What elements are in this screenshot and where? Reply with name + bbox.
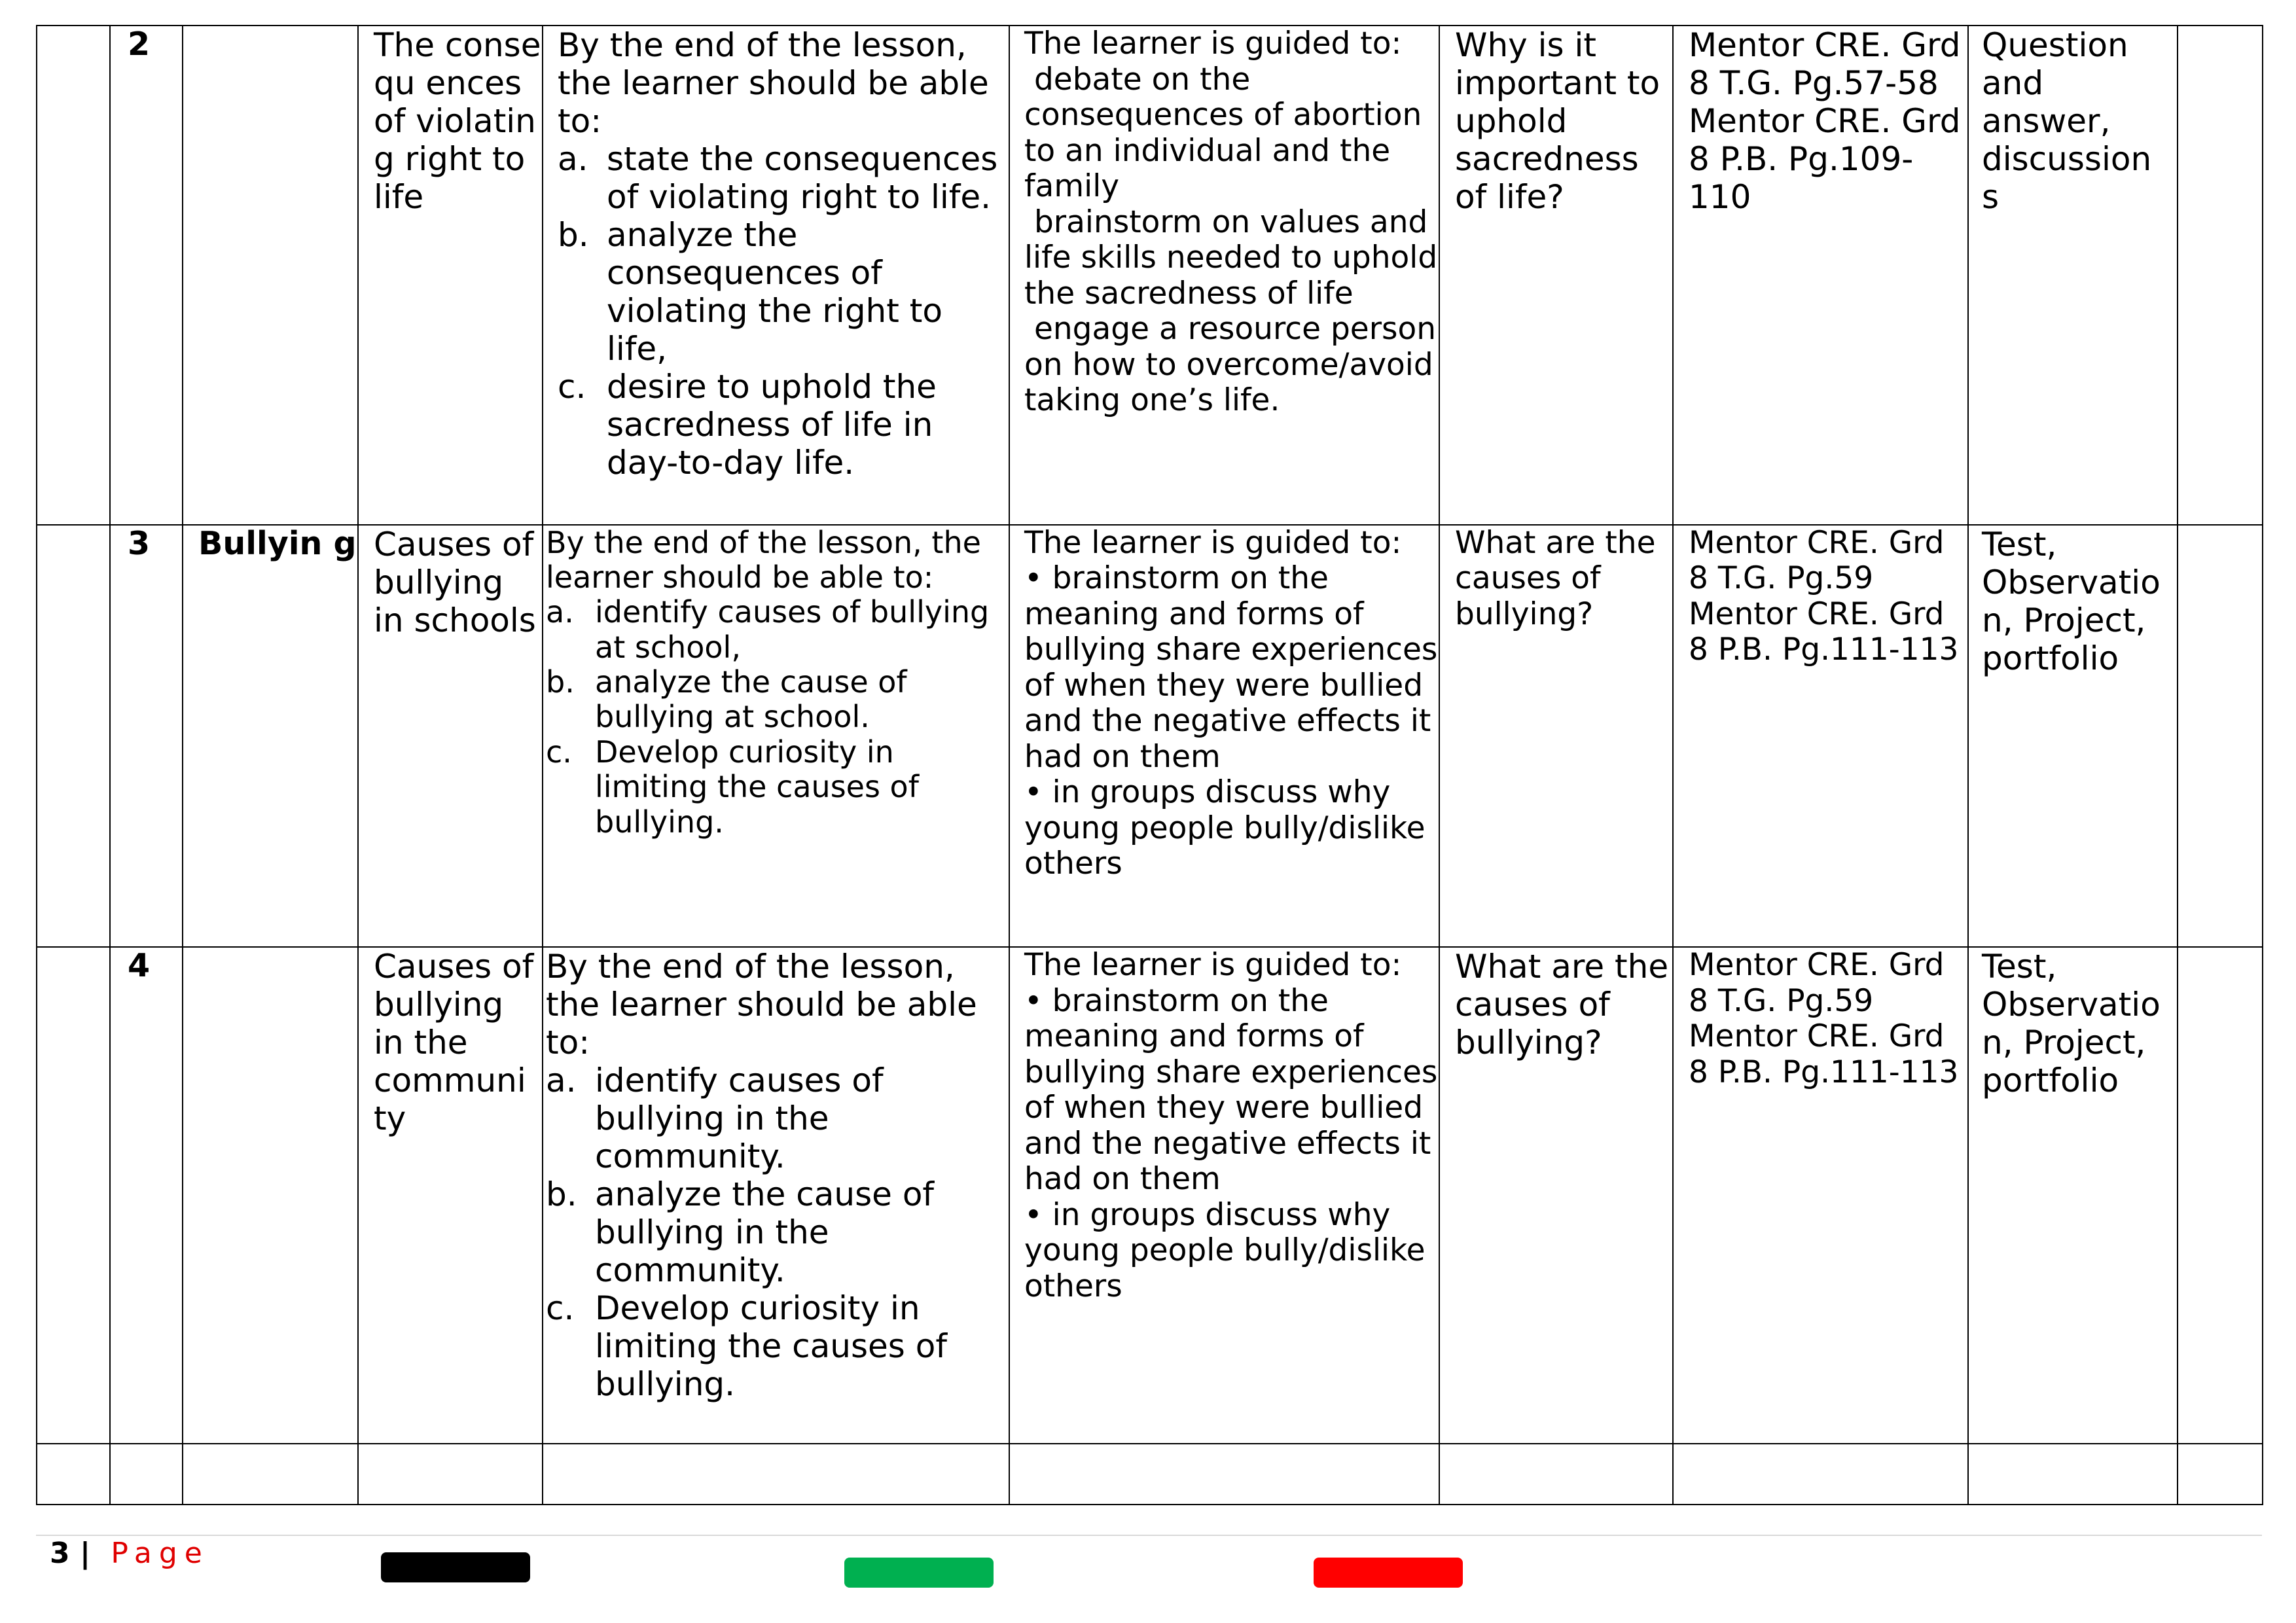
remarks-cell <box>2178 947 2263 1444</box>
learning-outcomes-cell <box>543 947 1009 1444</box>
assessment-cell: Question and answer, discussion s <box>1968 26 2178 525</box>
table-row <box>37 26 2263 525</box>
activity-item: • brainstorm on the meaning and forms of bullying share experiences of when they were bullied and the negative effects it had on them <box>1024 982 1438 1198</box>
lesson-number-cell: 2 <box>110 26 183 525</box>
strand-cell: Bullyin g <box>183 525 358 948</box>
learning-activities-cell <box>1009 525 1439 948</box>
red-bar <box>1314 1558 1463 1588</box>
assessment-cell: Test, Observatio n, Project, portfolio <box>1968 947 2178 1444</box>
activity-item: brainstorm on values and life skills needed to uphold the sacredness of life <box>1024 204 1448 312</box>
empty-cell <box>1009 1444 1439 1505</box>
learning-activities-cell <box>1009 947 1439 1444</box>
learning-resources-cell: Mentor CRE. Grd 8 T.G. Pg.59 Mentor CRE. Grd 8 P.B. Pg.111-113 <box>1673 525 1968 948</box>
remarks-cell <box>2178 525 2263 948</box>
learning-outcomes-cell <box>543 525 1009 948</box>
list-item: c. desire to uphold the sacredness of life in day-to-day life. <box>558 368 937 482</box>
empty-cell <box>183 1444 358 1505</box>
footer-rule <box>36 1535 2262 1536</box>
list-item: a. identify causes of bullying at school, <box>546 594 990 665</box>
learning-resources-cell: Mentor CRE. Grd 8 T.G. Pg.57-58 Mentor CRE. Grd 8 P.B. Pg.109-110 <box>1673 26 1968 525</box>
list-item: b. analyze the consequences of violating the right to life, <box>558 216 942 368</box>
activities-intro: The learner is guided to: <box>1024 947 1402 984</box>
empty-cell <box>2178 1444 2263 1505</box>
activity-item: • in groups discuss why young people bully/dislike others <box>1024 774 1426 882</box>
learning-outcomes-cell <box>543 26 1009 525</box>
outcomes-list <box>558 140 1009 482</box>
lesson-number-cell: 4 <box>110 947 183 1444</box>
strand-cell <box>183 947 358 1444</box>
learning-activities-cell <box>1009 26 1448 525</box>
empty-cell <box>1673 1444 1968 1505</box>
list-item: a. state the consequences of violating right to life. <box>558 140 998 216</box>
list-item: a. identify causes of bullying in the community. <box>546 1061 884 1176</box>
sub-strand-cell: Causes of bullying in the communi ty <box>358 947 543 1444</box>
page-number: 3 | Page <box>50 1537 209 1570</box>
week-cell <box>37 947 110 1444</box>
empty-cell <box>1968 1444 2178 1505</box>
list-item: b. analyze the cause of bullying in the community. <box>546 1175 935 1290</box>
activity-item: • in groups discuss why young people bully/dislike others <box>1024 1196 1426 1304</box>
outcomes-intro: By the end of the lesson, the learner should be able to: <box>558 26 989 140</box>
key-inquiry-question-cell: What are the causes of bullying? <box>1439 947 1673 1444</box>
activity-item: engage a resource person on how to overcome/avoid taking one’s life. <box>1024 311 1446 419</box>
list-item: b. analyze the cause of bullying at school. <box>546 664 907 735</box>
table-row <box>37 1444 2263 1505</box>
empty-cell <box>1439 1444 1673 1505</box>
list-item: c. Develop curiosity in limiting the causes of bullying. <box>546 1289 947 1404</box>
activities-intro: The learner is guided to: <box>1024 524 1402 561</box>
outcomes-intro: By the end of the lesson, the learner should be able to: <box>546 524 981 596</box>
table-row <box>37 525 2263 948</box>
key-inquiry-question-cell: What are the causes of bullying? <box>1439 525 1673 948</box>
activity-item: • brainstorm on the meaning and forms of bullying share experiences of when they were bullied and the negative effects it had on them <box>1024 560 1438 775</box>
scheme-of-work-table <box>36 25 2263 1505</box>
empty-cell <box>358 1444 543 1505</box>
list-item: c. Develop curiosity in limiting the causes of bullying. <box>546 734 919 840</box>
black-bar <box>381 1552 530 1582</box>
strand-cell <box>183 26 358 525</box>
sub-strand-cell: The consequ ences of violating right to life <box>358 26 543 525</box>
empty-cell <box>543 1444 1009 1505</box>
page-label: Page <box>111 1537 209 1570</box>
week-cell <box>37 26 110 525</box>
green-bar <box>844 1558 994 1588</box>
key-inquiry-question-cell: Why is it important to uphold sacredness of life? <box>1439 26 1673 525</box>
activity-item: debate on the consequences of abortion to an individual and the family <box>1024 61 1432 205</box>
activities-intro: The learner is guided to: <box>1024 26 1402 62</box>
empty-cell <box>110 1444 183 1505</box>
lesson-number-cell: 3 <box>110 525 183 948</box>
outcomes-intro: By the end of the lesson, the learner should be able to: <box>546 948 977 1062</box>
empty-cell <box>37 1444 110 1505</box>
sub-strand-cell: Causes of bullying in schools <box>358 525 543 948</box>
assessment-cell: Test, Observatio n, Project, portfolio <box>1968 525 2178 948</box>
outcomes-list <box>546 595 1009 840</box>
remarks-cell <box>2178 26 2263 525</box>
learning-resources-cell: Mentor CRE. Grd 8 T.G. Pg.59 Mentor CRE. Grd 8 P.B. Pg.111-113 <box>1673 947 1968 1444</box>
table-row <box>37 947 2263 1444</box>
outcomes-list <box>546 1061 1009 1403</box>
week-cell <box>37 525 110 948</box>
